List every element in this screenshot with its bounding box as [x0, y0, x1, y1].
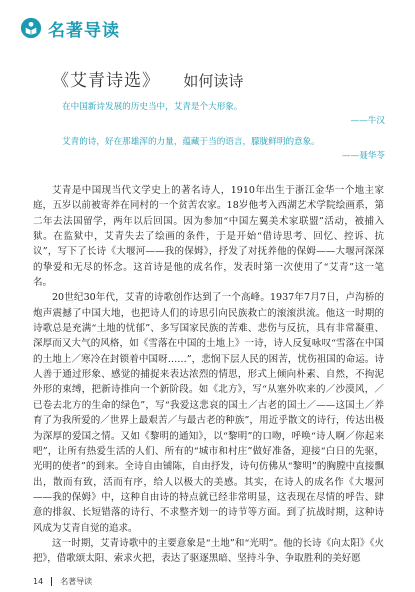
- footer-divider: [51, 577, 52, 586]
- body-paragraph: 20世纪30年代，艾青的诗歌创作达到了一个高峰。1937年7月7日，卢沟桥的炮声震撼了中国大地，也把诗人们的诗思引向民族救亡的滚滚洪流。他这一时期的诗歌总是充满“土地的忧郁”、多写国家民族的苦难、悲伤与反抗，具有非常凝重、深厚而又大气的风格，如《雪落在中国的土地上》一诗，诗人反复咏叹“雪落在中国的土地上／寒冷在封锁着中国呀……”，悲悯下层人民的困苦，忧伤祖国的命运。诗人善于通过形象、感觉的捕捉来表达浓烈的情思，形式上倾向朴素、自然，不拘泥外形的束缚，把新诗推向一个新阶段。如《北方》，写“从塞外吹来的／沙漠风，／已卷去北方的生命的绿色”，写“我爱这悲哀的国土／古老的国土／——这国土／养育了为我所爱的／世界上最艰苦／与最古老的种族”，用近乎散文的诗行，传达出极为深厚的爱国之情。又如《黎明的通知》，以“黎明”的口吻，呼唤“诗人啊／你起来吧”，让所有热爱生活的人们、所有的“城市和村庄”做好准备，迎接“白日的先驱，光明的使者”的到来。全诗自由铺陈，自由抒发，诗句仿佛从“黎明”的胸膛中直接飘出，散而有致，活而有序，给人以极大的美感。其实，在诗人的成名作《大堰河——我的保姆》中，这种自由诗的特点就已经非常明显，这表现在尽情的呼告、肆意的排叙、长短错落的诗行、不求整齐划一的诗节等方面。到了抗战时期，这种诗风成为艾青自觉的追求。: [33, 292, 384, 534]
- section-header: [20, 16, 120, 40]
- body-paragraph: 这一时期，艾青诗歌中的主要意象是“土地”和“光明”。他的长诗《向太阳》《火把》，借歌颂太阳、索求火把，表达了驱逐黑暗、坚持斗争、争取胜利的美好愿: [33, 537, 384, 565]
- body-paragraph: 艾青是中国现当代文学史上的著名诗人，1910年出生于浙江金华一个地主家庭，五岁以前被寄养在同村的一个贫苦农家。18岁他考入西湖艺术学院绘画系，第二年去法国留学，两年以后回国。因为参加“中国左翼美术家联盟”活动，被捕入狱。在监狱中，艾青失去了绘画的条件，于是开始“借诗思考、回忆、控诉、抗议”，写下了长诗《大堰河——我的保姆》，抒发了对抚养他的保姆——大堰河深深的挚爱和无尽的怀念。这首诗是他的成名作，发表时第一次使用了“艾青”这一笔名。: [33, 185, 384, 289]
- article-body: [33, 183, 384, 567]
- article-title: [52, 66, 243, 91]
- page-number: 14: [33, 577, 44, 586]
- article-subtitle: 如何读诗: [183, 72, 244, 90]
- reading-person-icon: [20, 17, 42, 39]
- page-footer: [33, 576, 92, 587]
- quote-text: 在中国新诗发展的历史当中，艾青是个大形象。: [62, 102, 243, 112]
- quotes-block: [62, 101, 385, 163]
- section-title: 名著导读: [48, 20, 120, 41]
- quote-attribution: ——牛汉: [350, 115, 385, 126]
- quote-text: 艾青的诗，好在那雄浑的力量，蕴藏于当的语言，朦胧鲜明的意象。: [62, 137, 320, 147]
- quote-attribution: ——聂华苓: [342, 150, 385, 161]
- footer-label: 名著导读: [60, 577, 93, 586]
- book-title: 《艾青诗选》: [52, 71, 160, 91]
